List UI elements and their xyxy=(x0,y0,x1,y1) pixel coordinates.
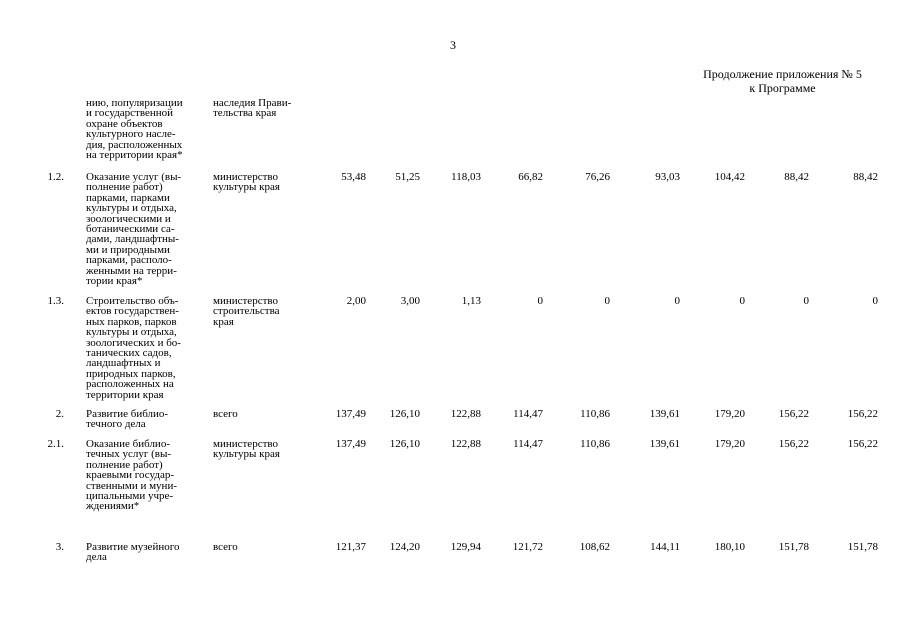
row-executor: всего xyxy=(213,541,238,553)
page-number: 3 xyxy=(450,38,456,52)
value-cell: 137,49 xyxy=(335,438,366,450)
value-cell: 110,86 xyxy=(580,438,610,450)
row-name: Развитие библио- течного дела xyxy=(86,408,169,431)
value-cell: 126,10 xyxy=(389,438,420,450)
appendix-line-1: Продолжение приложения № 5 xyxy=(703,67,862,81)
value-cell: 139,61 xyxy=(649,408,680,420)
value-cell: 0 xyxy=(537,295,543,307)
value-cell: 88,42 xyxy=(853,171,878,183)
row-number: 3. xyxy=(55,541,64,553)
value-cell: 104,42 xyxy=(714,171,745,183)
row-name: Оказание библио- течных услуг (вы- полнение работ) краевыми государ- ственными и муни- ципальными учре- ждениями* xyxy=(86,438,177,513)
row-executor: министерство культуры края xyxy=(213,171,280,194)
value-cell: 121,37 xyxy=(335,541,366,553)
value-cell: 156,22 xyxy=(847,438,878,450)
value-cell: 126,10 xyxy=(389,408,420,420)
value-cell: 180,10 xyxy=(714,541,745,553)
value-cell: 151,78 xyxy=(778,541,809,553)
value-cell: 144,11 xyxy=(650,541,680,553)
value-cell: 114,47 xyxy=(513,408,543,420)
row-name: Оказание услуг (вы- полнение работ) парками, парками культуры и отдыха, зоологическими и ботаническими са- дами, ландшафтны- ми и природными парками, располо- женными на терри- тории края* xyxy=(86,171,182,288)
value-cell: 122,88 xyxy=(450,408,481,420)
value-cell: 121,72 xyxy=(512,541,543,553)
value-cell: 179,20 xyxy=(714,408,745,420)
value-cell: 53,48 xyxy=(341,171,366,183)
value-cell: 110,86 xyxy=(580,408,610,420)
row-executor: министерство культуры края xyxy=(213,438,280,461)
value-cell: 124,20 xyxy=(389,541,420,553)
row-executor: наследия Прави- тельства края xyxy=(213,97,292,120)
row-name: нию, популяризации и государственной охране объектов культурного насле- дия, расположенных на территории края* xyxy=(86,97,183,162)
value-cell: 76,26 xyxy=(585,171,610,183)
appendix-note xyxy=(660,67,905,95)
value-cell: 156,22 xyxy=(847,408,878,420)
value-cell: 151,78 xyxy=(847,541,878,553)
value-cell: 2,00 xyxy=(346,295,366,307)
value-cell: 0 xyxy=(604,295,610,307)
row-executor: всего xyxy=(213,408,238,420)
value-cell: 118,03 xyxy=(451,171,481,183)
row-executor: министерство строительства края xyxy=(213,295,280,328)
row-number: 1.2. xyxy=(47,171,64,183)
value-cell: 156,22 xyxy=(778,408,809,420)
appendix-line-2: к Программе xyxy=(749,81,816,95)
row-name: Развитие музейного дела xyxy=(86,541,180,564)
row-number: 2. xyxy=(55,408,64,420)
value-cell: 1,13 xyxy=(461,295,481,307)
value-cell: 139,61 xyxy=(649,438,680,450)
value-cell: 114,47 xyxy=(513,438,543,450)
value-cell: 156,22 xyxy=(778,438,809,450)
value-cell: 0 xyxy=(674,295,680,307)
row-number: 2.1. xyxy=(47,438,64,450)
value-cell: 0 xyxy=(739,295,745,307)
value-cell: 0 xyxy=(803,295,809,307)
value-cell: 179,20 xyxy=(714,438,745,450)
value-cell: 66,82 xyxy=(518,171,543,183)
row-name: Строительство объ- ектов государствен- ных парков, парков культуры и отдыха, зоологических и бо- танических садов, ландшафтных и природных парков, расположенных на территории края xyxy=(86,295,181,401)
value-cell: 93,03 xyxy=(655,171,680,183)
value-cell: 129,94 xyxy=(450,541,481,553)
value-cell: 3,00 xyxy=(400,295,420,307)
value-cell: 51,25 xyxy=(395,171,420,183)
value-cell: 137,49 xyxy=(335,408,366,420)
value-cell: 108,62 xyxy=(579,541,610,553)
value-cell: 88,42 xyxy=(784,171,809,183)
value-cell: 0 xyxy=(872,295,878,307)
row-number: 1.3. xyxy=(47,295,64,307)
value-cell: 122,88 xyxy=(450,438,481,450)
